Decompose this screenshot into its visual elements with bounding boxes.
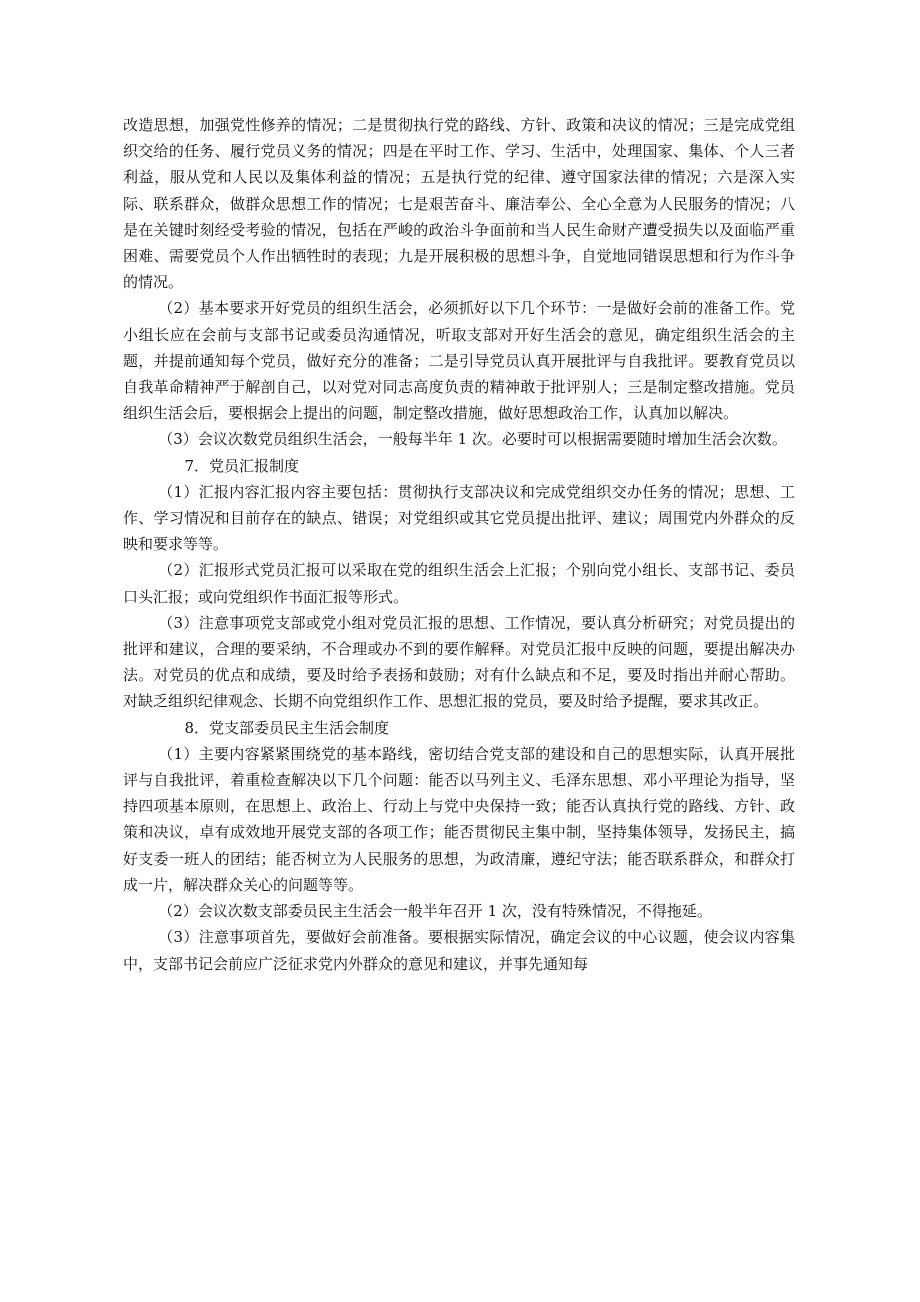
section7-heading: 7．党员汇报制度: [184, 456, 300, 475]
section8-heading: 8．党支部委员民主生活会制度: [184, 718, 390, 737]
section8-paragraph-1: （1）主要内容紧紧围绕党的基本路线，密切结合党支部的建设和自己的思想实际，认真开展批评与自我批评，着重检查解决以下几个问题：能否以马列主义、毛泽东思想、邓小平理论为指导，坚持四项基本原则，在思想上、政治上、行动上与党中央保持一致；能否认真执行党的路线、方针、政策和决议，卓有成效地开展党支部的各项工作；能否贯彻民主集中制，坚持集体领导，发扬民主，搞好支委一班人的团结；能否树立为人民服务的思想，为政清廉，遵纪守法；能否联系群众，和群众打成一片，解决群众关心的问题等等。: [123, 744, 795, 894]
section7-paragraph-1: （1）汇报内容汇报内容主要包括：贯彻执行支部决议和完成党组织交办任务的情况；思想、工作、学习情况和目前存在的缺点、错误；对党组织或其它党员提出批评、建议；周围党内外群众的反映和要求等等。: [123, 482, 795, 554]
section7-paragraph-3: （3）注意事项党支部或党小组对党员汇报的思想、工作情况，要认真分析研究；对党员提出的批评和建议，合理的要采纳，不合理或办不到的要作解释。对党员汇报中反映的问题，要提出解决办法。对党员的优点和成绩，要及时给予表扬和鼓励；对有什么缺点和不足，要及时指出并耐心帮助。对缺乏组织纪律观念、长期不向党组织作工作、思想汇报的党员，要及时给予提醒，要求其改正。: [123, 613, 795, 711]
section8-paragraph-3: （3）注意事项首先，要做好会前准备。要根据实际情况，确定会议的中心议题，使会议内容集中，支部书记会前应广泛征求党内外群众的意见和建议，并事先通知每: [123, 928, 795, 973]
document-page: [123, 112, 795, 977]
section6-paragraph-3: （3）会议次数党员组织生活会，一般每半年 1 次。必要时可以根据需要随时增加生活会次数。: [158, 430, 787, 449]
continuation-paragraph: 改造思想，加强党性修养的情况；二是贯彻执行党的路线、方针、政策和决议的情况；三是完成党组织交给的任务、履行党员义务的情况；四是在平时工作、学习、生活中，处理国家、集体、个人三者利益，服从党和人民以及集体利益的情况；五是执行党的纪律、遵守国家法律的情况；六是深入实际、联系群众，做群众思想工作的情况；七是艰苦奋斗、廉洁奉公、全心全意为人民服务的情况；八是在关键时刻经受考验的情况，包括在严峻的政治斗争面前和当人民生命财产遭受损失以及面临严重困难、需要党员个人作出牺牲时的表现；九是开展积极的思想斗争，自觉地同错误思想和行为作斗争的情况。: [123, 116, 795, 292]
section6-paragraph-2: （2）基本要求开好党员的组织生活会，必须抓好以下几个环节：一是做好会前的准备工作。党小组长应在会前与支部书记或委员沟通情况，听取支部对开好生活会的意见，确定组织生活会的主题，并提前通知每个党员，做好充分的准备；二是引导党员认真开展批评与自我批评。要教育党员以自我革命精神严于解剖自己，以对党对同志高度负责的精神敢于批评别人；三是制定整改措施。党员组织生活会后，要根据会上提出的问题，制定整改措施，做好思想政治工作，认真加以解决。: [123, 299, 795, 423]
section8-paragraph-2: （2）会议次数支部委员民主生活会一般半年召开 1 次，没有特殊情况，不得拖延。: [158, 902, 712, 921]
section7-paragraph-2: （2）汇报形式党员汇报可以采取在党的组织生活会上汇报；个别向党小组长、支部书记、委员口头汇报；或向党组织作书面汇报等形式。: [123, 561, 795, 606]
